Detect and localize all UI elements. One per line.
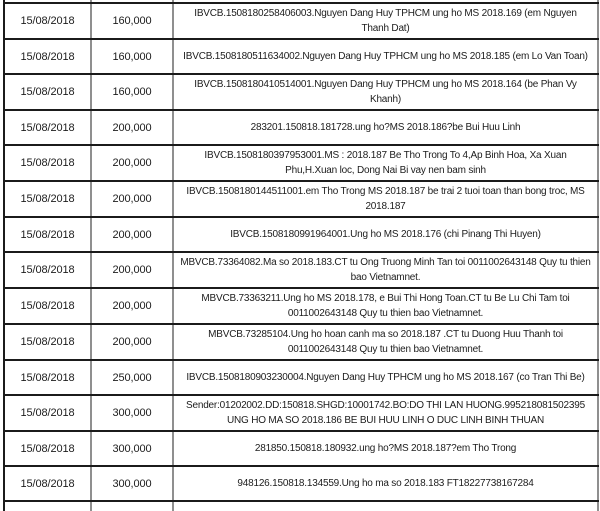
date-cell: 15/08/2018 xyxy=(4,145,91,181)
date-cell: 15/08/2018 xyxy=(4,395,91,431)
amount-cell: 200,000 xyxy=(91,145,173,181)
table-row xyxy=(4,3,598,39)
table-row xyxy=(4,145,598,181)
description-cell: 948126.150818.134559.Ung ho ma so 2018.183 FT18227738167284 xyxy=(173,466,598,501)
table-row xyxy=(4,395,598,431)
amount-cell: 200,000 xyxy=(91,181,173,217)
table-row xyxy=(4,110,598,145)
table-row xyxy=(4,324,598,360)
table-row xyxy=(4,431,598,466)
description-cell: IBVCB.1508180511634002.Nguyen Dang Huy TPHCM ung ho MS 2018.185 (em Lo Van Toan) xyxy=(173,39,598,74)
description-cell: 281850.150818.180932.ung ho?MS 2018.187?em Tho Trong xyxy=(173,431,598,466)
table-row xyxy=(4,466,598,501)
description-cell: MBVCB.73285104.Ung ho hoan canh ma so 2018.187 .CT tu Duong Huu Thanh toi 0011002643148 Quy tu thien bao Vietnamnet. xyxy=(173,324,598,360)
date-cell: 15/08/2018 xyxy=(4,110,91,145)
date-cell: 15/08/2018 xyxy=(4,3,91,39)
donations-table xyxy=(3,0,599,511)
table-row xyxy=(4,181,598,217)
amount-cell: 300,000 xyxy=(91,431,173,466)
date-cell: 15/08/2018 xyxy=(4,360,91,395)
date-cell: 15/08/2018 xyxy=(4,431,91,466)
description-cell: IBVCB.1508180397953001.MS : 2018.187 Be Tho Trong To 4,Ap Binh Hoa, Xa Xuan Phu,H.Xuan loc, Dong Nai Bi vay nen bam sinh xyxy=(173,145,598,181)
partial-cell xyxy=(91,501,173,511)
amount-cell: 250,000 xyxy=(91,360,173,395)
table-row xyxy=(4,360,598,395)
table-row xyxy=(4,74,598,110)
amount-cell: 300,000 xyxy=(91,395,173,431)
description-cell: IBVCB.1508180410514001.Nguyen Dang Huy TPHCM ung ho MS 2018.164 (be Phan Vy Khanh) xyxy=(173,74,598,110)
amount-cell: 200,000 xyxy=(91,288,173,324)
partial-row xyxy=(4,501,598,511)
date-cell: 15/08/2018 xyxy=(4,217,91,252)
amount-cell: 200,000 xyxy=(91,324,173,360)
date-cell: 15/08/2018 xyxy=(4,288,91,324)
date-cell: 15/08/2018 xyxy=(4,252,91,288)
partial-cell xyxy=(4,501,91,511)
description-cell: MBVCB.73363211.Ung ho MS 2018.178, e Bui Thi Hong Toan.CT tu Be Lu Chi Tam toi 0011002643148 Quy tu thien bao Vietnamnet. xyxy=(173,288,598,324)
partial-row-bottom xyxy=(4,501,598,511)
amount-cell: 160,000 xyxy=(91,74,173,110)
description-cell: MBVCB.73364082.Ma so 2018.183.CT tu Ong Truong Minh Tan toi 0011002643148 Quy tu thien bao Vietnamnet. xyxy=(173,252,598,288)
amount-cell: 200,000 xyxy=(91,110,173,145)
description-cell: IBVCB.1508180144511001.em Tho Trong MS 2018.187 be trai 2 tuoi toan than bong troc, MS 2018.187 xyxy=(173,181,598,217)
description-cell: IBVCB.1508180991964001.Ung ho MS 2018.176 (chi Pinang Thi Huyen) xyxy=(173,217,598,252)
amount-cell: 300,000 xyxy=(91,466,173,501)
partial-cell xyxy=(173,501,598,511)
date-cell: 15/08/2018 xyxy=(4,181,91,217)
table-row xyxy=(4,288,598,324)
date-cell: 15/08/2018 xyxy=(4,74,91,110)
table-row xyxy=(4,217,598,252)
amount-cell: 160,000 xyxy=(91,3,173,39)
date-cell: 15/08/2018 xyxy=(4,39,91,74)
amount-cell: 200,000 xyxy=(91,252,173,288)
table-body xyxy=(4,3,598,501)
description-cell: IBVCB.1508180258406003.Nguyen Dang Huy TPHCM ung ho MS 2018.169 (em Nguyen Thanh Dat) xyxy=(173,3,598,39)
description-cell: Sender:01202002.DD:150818.SHGD:10001742.BO:DO THI LAN HUONG.995218081502395 UNG HO MA SO 2018.186 BE BUI HUU LINH O DUC LINH BINH THUAN xyxy=(173,395,598,431)
description-cell: 283201.150818.181728.ung ho?MS 2018.186?be Bui Huu Linh xyxy=(173,110,598,145)
date-cell: 15/08/2018 xyxy=(4,466,91,501)
date-cell: 15/08/2018 xyxy=(4,324,91,360)
amount-cell: 200,000 xyxy=(91,217,173,252)
description-cell: IBVCB.1508180903230004.Nguyen Dang Huy TPHCM ung ho MS 2018.167 (co Tran Thi Be) xyxy=(173,360,598,395)
table-row xyxy=(4,252,598,288)
table-row xyxy=(4,39,598,74)
amount-cell: 160,000 xyxy=(91,39,173,74)
